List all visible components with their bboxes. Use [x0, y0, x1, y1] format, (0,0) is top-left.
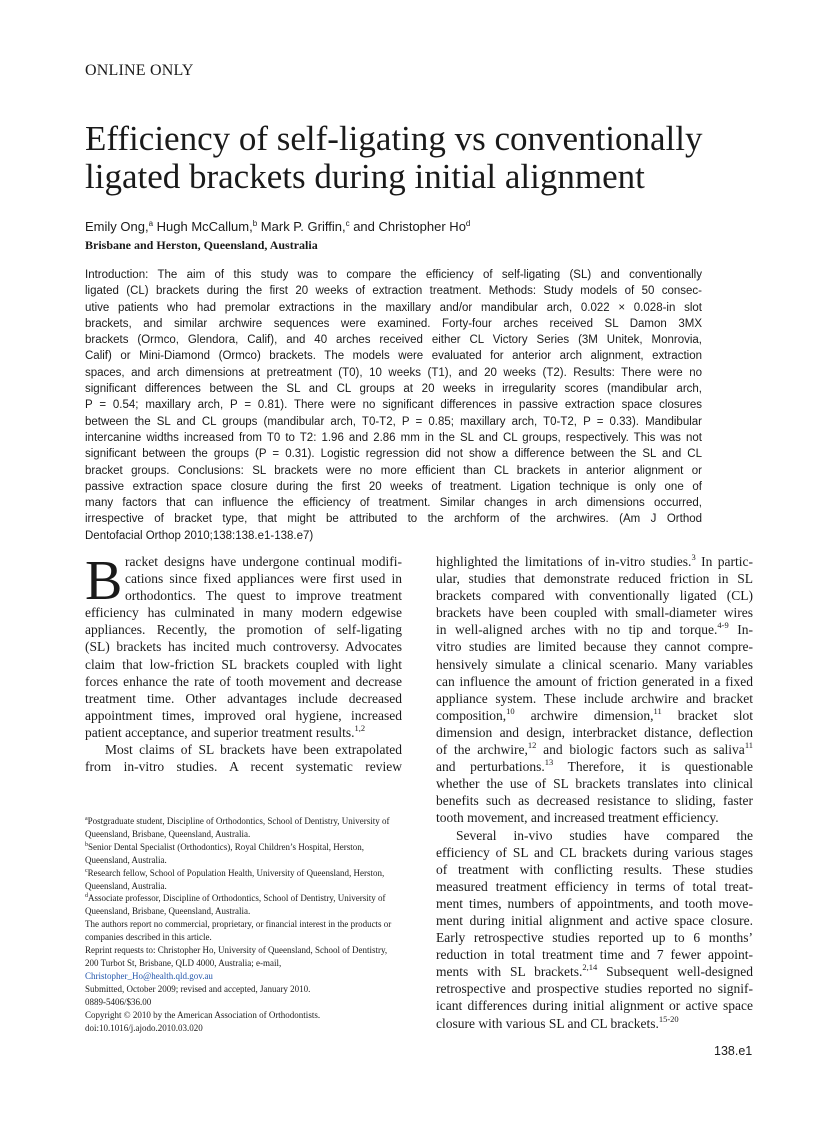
reprint-email-link[interactable]: Christopher_Ho@health.qld.gov.au: [85, 970, 213, 981]
body-line: racket designs have undergone continual modifi-: [125, 554, 402, 569]
footnote-mark: a: [85, 816, 88, 822]
body-line: retrospective and prospective studies reported no signif-: [436, 981, 753, 997]
body-text: and biologic factors such as saliva: [536, 742, 745, 758]
article-title: [85, 120, 765, 196]
author-name: Mark P. Griffin,: [257, 219, 346, 234]
body-line: ment during initial alignment and active space closure.: [436, 912, 753, 928]
abstract-line: irrespective of bracket type, that might be attributed to the archform of the archwires. (Am J Orthod: [85, 513, 702, 526]
body-line: tooth movement, and increased treatment efficiency.: [436, 810, 719, 826]
footnote-mark: b: [85, 841, 88, 848]
body-line: of treatment with conflicting results. These studies: [436, 861, 753, 877]
body-line: benefits such as decreased resistance to sliding, faster: [436, 793, 753, 809]
body-text: In-: [728, 622, 753, 638]
footnote-text: Associate professor, Discipline of Orthodontics, School of Dentistry, University of Queensland, Brisbane, Queensland, Australia.: [85, 893, 386, 917]
body-line: cations since fixed appliances were first used in: [125, 571, 402, 587]
body-text: in well-aligned arches with no tip and torque.: [436, 622, 718, 638]
author-affiliation-mark: d: [465, 219, 471, 228]
body-line: [436, 621, 753, 638]
body-line: [436, 1015, 753, 1032]
author-name: Emily Ong,: [85, 219, 149, 234]
body-line: icant differences during initial alignment or active space: [436, 998, 753, 1014]
footnotes: [85, 815, 402, 1034]
citation-ref: 15-20: [658, 1014, 679, 1024]
footnote-text: Research fellow, School of Population Health, University of Queensland, Herston, Queensland, Australia.: [85, 867, 385, 891]
abstract-line: Dentofacial Orthop 2010;138:138.e1-138.e7): [85, 529, 314, 542]
body-line: treatment time. Other advantages include decreased: [85, 690, 402, 706]
body-line: ular, studies that demonstrate reduced friction in SL: [436, 571, 753, 587]
abstract-line: spaces, and arch dimensions at pretreatment (T0), 10 weeks (T1), and 20 weeks (T2). Results: There were no: [85, 366, 702, 379]
citation-ref: 2,14: [582, 963, 598, 973]
body-line: whether the use of SL brackets translates into clinical: [436, 776, 753, 792]
body-text: ments with SL brackets.: [436, 964, 583, 980]
abstract-line: P = 0.54; maxillary arch, P = 0.81). There were no significant differences in passive extraction space closures: [85, 399, 702, 412]
citation-ref: 3: [691, 553, 696, 562]
body-text: patient acceptance, and superior treatment results.: [85, 724, 355, 740]
body-line: [85, 724, 402, 741]
body-line: measured treatment efficiency in terms of total treat-: [436, 878, 753, 894]
abstract-line: ligated (CL) brackets during the first 20 weeks of extraction treatment. Methods: Study models of 50 consec-: [85, 285, 702, 298]
citation-ref: 1,2: [354, 723, 366, 733]
body-line: efficiency of SL and CL brackets during various stages: [436, 844, 753, 860]
footnote-doi: doi:10.1016/j.ajodo.2010.03.020: [85, 1022, 203, 1033]
author-name: Hugh McCallum,: [153, 219, 253, 234]
footnote-disclosure: The authors report no commercial, proprietary, or financial interest in the products or companies described in this article.: [85, 919, 392, 943]
body-line: appliances. Recently, the promotion of self-ligating: [85, 622, 402, 638]
body-line: Most claims of SL brackets have been extrapolated: [105, 742, 402, 758]
footnote: [85, 892, 402, 918]
body-line: claim that low-friction SL brackets coupled with light: [85, 656, 402, 672]
footnote-text: Postgraduate student, Discipline of Orthodontics, School of Dentistry, University of Queensland, Brisbane, Queensland, Australia.: [85, 816, 390, 839]
body-line: hensively simulate a clinical scenario. Many variables: [436, 656, 753, 672]
title-line-1: Efficiency of self-ligating vs conventionally: [85, 119, 703, 158]
body-column-right: [436, 553, 753, 1032]
body-column-left: [85, 550, 402, 775]
body-line: appliance system. These include archwire and bracket: [436, 690, 753, 706]
abstract-line: intercanine widths increased from T0 to T2: 1.96 and 2.86 mm in the SL and CL groups, respectively. This was not: [85, 431, 702, 444]
body-line: reduction in total treatment time and 7 fewer appoint-: [436, 947, 753, 963]
body-line: from in-vitro studies. A recent systematic review: [85, 759, 402, 775]
title-line-2: ligated brackets during initial alignment: [85, 157, 645, 196]
footnote-text: Senior Dental Specialist (Orthodontics), Royal Children’s Hospital, Herston, Queensland, Australia.: [85, 841, 364, 865]
body-line: can influence the amount of friction generated in a fixed: [436, 673, 753, 689]
body-line: [436, 758, 753, 775]
abstract-line: Calif) or Mini-Diamond (Ormco) brackets. The models were evaluated for anterior arch alignment, extraction: [85, 350, 702, 363]
author-affiliation: Brisbane and Herston, Queensland, Australia: [85, 238, 318, 252]
footnote-reprint: [85, 944, 402, 983]
section-label: ONLINE ONLY: [85, 62, 194, 79]
footnote: [85, 867, 402, 893]
abstract-line: significant between the groups (P = 0.31). Logistic regression did not show a difference between the SL and CL: [85, 448, 702, 461]
body-line: ment times, numbers of appointments, and tooth move-: [436, 895, 753, 911]
body-text: highlighted the limitations of in-vitro studies.: [436, 554, 692, 569]
body-line: Several in-vivo studies have compared the: [456, 827, 753, 843]
body-text: Subsequent well-designed: [597, 964, 753, 980]
body-line: [436, 553, 753, 570]
body-text: In partic-: [695, 554, 753, 569]
body-line: dimension and design, interbracket distance, deflection: [436, 724, 753, 740]
footnote-copyright: Copyright © 2010 by the American Association of Orthodontists.: [85, 1009, 321, 1020]
citation-ref: 10: [506, 706, 515, 716]
body-line: appointment times, improved oral hygiene, increased: [85, 707, 402, 723]
body-text: of the archwire,: [436, 742, 528, 758]
body-text: archwire dimension,: [514, 707, 654, 723]
author-affiliation-mark: c: [345, 219, 350, 228]
author-list: [85, 219, 470, 234]
body-line: forces enhance the rate of tooth movement and decrease: [85, 673, 402, 689]
body-line: vitro studies are limited because they cannot compre-: [436, 639, 753, 655]
abstract-line: many factors that can influence the efficiency of treatment. Similar changes in arch dimensions occurred,: [85, 497, 702, 510]
body-line: [436, 963, 753, 980]
abstract-line: passive extraction space closure during the first 20 weeks of treatment. Ligation technique is only one of: [85, 480, 702, 493]
abstract-line: Introduction: The aim of this study was to compare the efficiency of self-ligating (SL) and conventionally: [85, 269, 702, 281]
body-line: orthodontics. The quest to improve treatment: [125, 588, 402, 604]
footnote-issn: 0889-5406/$36.00: [85, 996, 152, 1007]
author-affiliation-mark: b: [252, 219, 258, 228]
abstract-line: brackets, and similar archwire sequences were examined. Forty-four arches received SL Damon 3MX: [85, 317, 702, 330]
drop-cap: B: [85, 550, 123, 612]
body-line: [436, 741, 753, 758]
author-name: and Christopher Ho: [349, 219, 466, 234]
abstract-line: between the SL and CL groups (mandibular arch, T0-T2, P = 0.85; maxillary arch, T0-T2, P = 0.33). Mandibular: [85, 415, 702, 428]
abstract-line: brackets (Ormco, Glendora, Calif), and 40 arches received either CL Victory Series (3M Unitek, Monrovia,: [85, 334, 702, 347]
footnote-submitted: Submitted, October 2009; revised and accepted, January 2010.: [85, 983, 311, 994]
citation-ref: 12: [527, 741, 537, 751]
abstract-line: significant differences between the SL and CL groups at 20 weeks in irregularity scores (mandibular arch,: [85, 383, 702, 396]
abstract: [85, 267, 702, 544]
footnote-mark: c: [85, 867, 88, 874]
body-line: brackets compared with conventionally ligated (CL): [436, 588, 753, 604]
body-line: brackets have been coupled with small-diameter wires: [436, 605, 753, 621]
citation-ref: 4-9: [717, 621, 729, 631]
citation-ref: 11: [744, 741, 753, 751]
body-line: Early retrospective studies reported up to 6 months’: [436, 930, 753, 946]
footnote: [85, 815, 402, 841]
citation-ref: 13: [544, 758, 554, 768]
abstract-line: utive patients who had premolar extractions in the maxillary and/or mandibular arch, 0.022 × 0.028-in slot: [85, 301, 702, 314]
footnote-mark: d: [85, 893, 88, 900]
body-text: composition,: [436, 707, 507, 723]
body-line: efficiency has culminated in many modern edgewise: [85, 605, 402, 621]
body-text: Therefore, it is questionable: [553, 759, 753, 775]
body-text: bracket slot: [661, 707, 753, 723]
body-text: closure with various SL and CL brackets.: [436, 1015, 659, 1031]
abstract-line: bracket groups. Conclusions: SL brackets were no more efficient than CL brackets in anterior alignment or: [85, 464, 702, 477]
body-line: (SL) brackets has incited much controversy. Advocates: [85, 639, 402, 655]
citation-ref: 11: [653, 706, 662, 716]
footnote: [85, 841, 402, 867]
footnote-text: Reprint requests to: Christopher Ho, University of Queensland, School of Dentistry, 200 Turbot St, Brisbane, QLD 4000, Australia; e-mail,: [85, 945, 388, 968]
body-text: and perturbations.: [436, 759, 545, 775]
author-affiliation-mark: a: [148, 219, 154, 228]
body-line: [436, 707, 753, 724]
page-number: 138.e1: [714, 1044, 753, 1058]
